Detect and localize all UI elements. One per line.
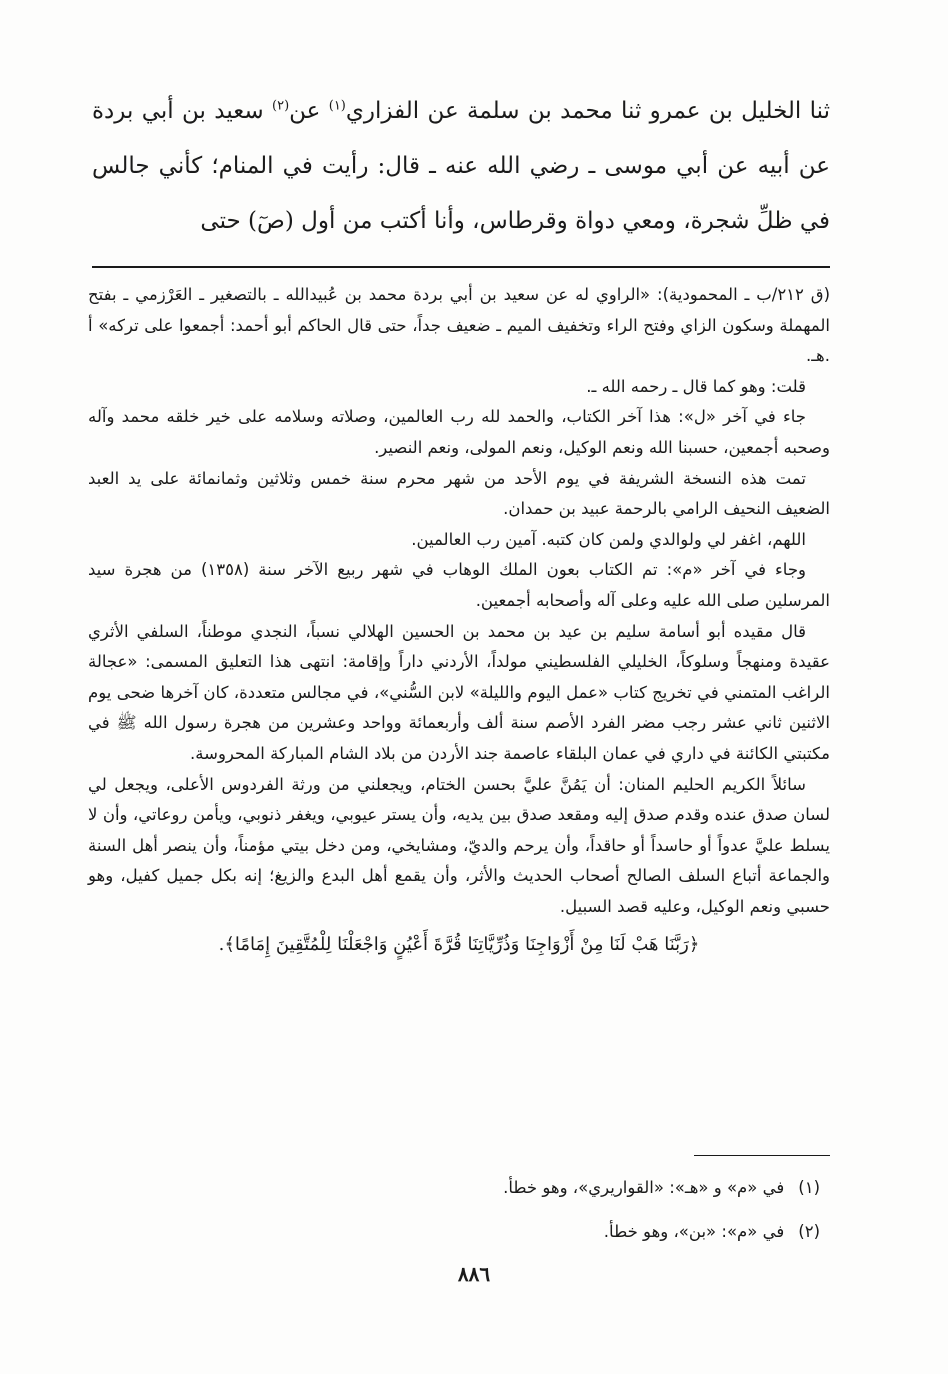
quran-verse: ﴿رَبَّنَا هَبْ لَنَا مِنْ أَزْوَاجِنَا وَذُرِّيَّاتِنَا قُرَّةَ أَعْيُنٍ وَاجْعَلْنَا لِلْمُتَّقِينَ إِمَامًا﴾. [218, 934, 700, 956]
footnote-text: في «م» و «هـ»: «القواريري»، وهو خطأ. [503, 1178, 785, 1197]
commentary-paragraph: قلت: وهو كما قال ـ رحمه الله ـ. [586, 376, 806, 396]
main-text-part-2: عن [289, 98, 329, 124]
commentary-block [88, 280, 830, 962]
footnote-marker-1[interactable]: (١) [328, 98, 346, 114]
footnote-text: في «م»: «بن»، وهو خطأ. [603, 1222, 785, 1241]
commentary-paragraph: سائلاً الكريم الحليم المنان: أن يَمُنَّ عليَّ بحسن الختام، ويجعلني من ورثة الفردوس الأعلى، ويجعل لي لسان صدق عنده وقدم صدق إليه ومقعد صدق بين يديه، وأن يستر عيوبي، ويغفر ذنوبي، ويأمن روعاتي، وأن لا يسلط عليَّ عدواً أو حاسداً أو حاقداً، وأن يرحم والديّ، ومشايخي، ومن دخل بيتي مؤمناً، وأن ينصر أهل السنة والجماعة أتباع السلف الصالح أصحاب الحديث والأثر، وأن يقمع أهل البدع والزيغ؛ إنه بكل جميل كفيل، وهو حسبي ونعم الوكيل، وعليه قصد السبيل. [88, 774, 830, 916]
main-text-part-1: ثنا الخليل بن عمرو ثنا محمد بن سلمة عن الفزاري [345, 98, 831, 124]
commentary-paragraph: تمت هذه النسخة الشريفة في يوم الأحد من شهر محرم سنة خمس وثلاثين وثمانمائة على يد العبد الضعيف النحيف الرامي بالرحمة عبيد بن حمدان. [88, 468, 830, 519]
commentary-paragraph: جاء في آخر «ل»: هذا آخر الكتاب، والحمد لله رب العالمين، وصلاته وسلامه على خير خلقه محمد وآله وصحبه أجمعين، حسبنا الله ونعم الوكيل، ونعم المولى، ونعم النصير. [88, 407, 830, 457]
commentary-paragraph: قال مقيده أبو أسامة سليم بن عيد بن محمد بن الحسين الهلالي نسباً، النجدي موطناً، السلفي الأثري عقيدة ومنهجاً وسلوكاً، الخليلي الفلسطيني مولداً، الأردني داراً وإقامة: انتهى هذا التعليق المسمى: «عجالة الراغب المتمني في تخريج كتاب «عمل اليوم والليلة» لابن السُّني»، في مجالس متعددة، كان آخرها ضحى يوم الاثنين ثاني عشر رجب مضر الفرد الأصم سنة ألف وأربعمائة وواحد وعشرين من هجرة رسول الله ﷺ في مكتبتي الكائنة في داري في عمان البلقاء عاصمة جند الأردن من بلاد الشام المباركة المحروسة. [88, 621, 830, 763]
commentary-paragraph: اللهم، اغفر لي ولوالدي ولمن كان كتبه. آمين رب العالمين. [411, 529, 806, 549]
commentary-paragraph: (ق ٢١٢/ب ـ المحمودية): «الراوي له عن سعيد بن أبي بردة محمد بن عُبيدالله ـ بالتصغير ـ العَرْزمي ـ بفتح المهملة وسكون الزاي وفتح الراء وتخفيف الميم ـ ضعيف جداً، حتى قال الحاكم أبو أحمد: أجمعوا على تركه» أ .هـ. [88, 285, 831, 366]
commentary-divider [92, 266, 830, 268]
commentary-paragraph: وجاء في آخر «م»: تم الكتاب بعون الملك الوهاب في شهر ربيع الآخر سنة (١٣٥٨) من هجرة سيد المرسلين صلى الله عليه وعلى آله وأصحابه أجمعين. [88, 560, 830, 610]
main-text-block [92, 84, 830, 249]
page-number: ٨٨٦ [457, 1262, 491, 1286]
footnote-number: (٢) [798, 1222, 820, 1241]
footnote-divider [694, 1155, 830, 1156]
footnote-number: (١) [798, 1178, 820, 1197]
footnote-item [120, 1210, 820, 1254]
main-paragraph [92, 84, 830, 249]
footnote-marker-2[interactable]: (٢) [272, 98, 290, 114]
footnote-item [120, 1166, 820, 1210]
footnotes-block [120, 1166, 820, 1254]
main-text-part-3: سعيد بن أبي بردة عن أبيه عن أبي موسى ـ رضي الله عنه ـ قال: رأيت في المنام؛ كأني جالس في ظلِّ شجرة، ومعي دواة وقرطاس، وأنا أكتب من أول (صٓ) حتى [92, 98, 830, 234]
